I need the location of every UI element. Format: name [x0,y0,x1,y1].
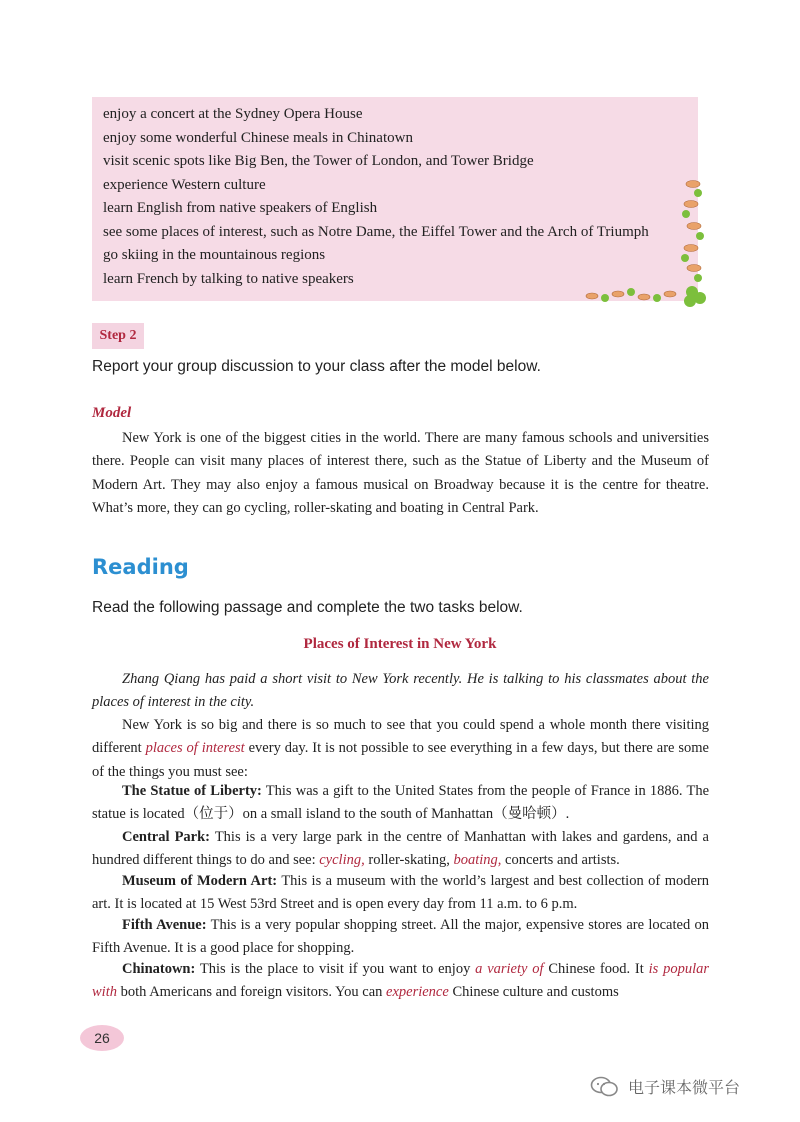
chinatown-paragraph: Chinatown: This is the place to visit if you want to enjoy a variety of Chinese food. It is popular with both Americans and foreign visitors. You can experience Chinese culture and customs [92,961,710,1001]
step-badge: Step 2 [92,323,144,349]
activity-item: learn English from native speakers of English [103,200,378,216]
key-phrase: is popular with [92,961,710,1001]
place-name: Chinatown: [122,961,196,977]
activity-list-box [92,97,698,301]
watermark-text: 电子课本微平台 [628,1078,741,1097]
place-name: Central Park: [122,829,211,845]
activity-item: see some places of interest, such as Notre Dame, the Eiffel Tower and the Arch of Triumph [103,223,649,240]
key-phrase: experience [386,984,449,1001]
place-name: The Statue of Liberty: [122,783,262,799]
wechat-icon [590,1076,620,1098]
clover-vine-decoration [676,178,710,288]
passage-paragraph-1: New York is so big and there is so much to see that you could spend a whole month there visiting different places of interest every day. It is not possible to see everything in a few days, but there are some of the things you must see: [92,717,709,780]
place-name: Museum of Modern Art: [122,873,278,889]
passage-title: Places of Interest in New York [303,636,497,652]
model-label: Model [92,405,132,421]
activity-item: go skiing in the mountainous regions [103,247,326,263]
place-name: Fifth Avenue: [122,917,207,933]
key-phrase: a variety of [475,961,544,977]
activity-item: learn French by talking to native speakers [103,270,354,287]
statue-of-liberty-paragraph: The Statue of Liberty: This was a gift to the United States from the people of France in 1886. The statue is located（位于）on a small island to the south of Manhattan（曼哈顿）. [92,783,709,823]
activity-list [92,97,698,291]
key-phrase: places of interest [145,740,245,757]
key-phrase: cycling, [319,852,365,869]
model-paragraph: New York is one of the biggest cities in the world. There are many famous schools and universities there. People can visit many places of interest there, such as the Statue of Liberty and the Museum of Modern Art. They may also enjoy a famous musical on Broadway because it is the centre for theatre. What’s more, they can go cycling, roller-skating and boating in Central Park. [92,430,709,516]
activity-item: enjoy some wonderful Chinese meals in Chinatown [103,129,413,146]
activity-item: visit scenic spots like Big Ben, the Tower of London, and Tower Bridge [103,153,534,169]
section-heading-reading: Reading [92,555,189,579]
fifth-avenue-paragraph: Fifth Avenue: This is a very popular shopping street. All the major, expensive stores are located on Fifth Avenue. It is a good place for shopping. [92,917,710,957]
moma-paragraph: Museum of Modern Art: This is a museum with the world’s largest and best collection of modern art. It is located at 15 West 53rd Street and is open every day from 11 a.m. to 6 p.m. [92,873,709,913]
central-park-paragraph: Central Park: This is a very large park in the centre of Manhattan with lakes and gardens, and a hundred different things to do and see: cycling, roller-skating, boating, concerts and artists. [92,829,709,869]
reading-instruction: Read the following passage and complete the two tasks below. [92,599,523,616]
step2-instruction: Report your group discussion to your class after the model below. [92,358,541,375]
watermark [590,1075,740,1098]
clover-vine-decoration [580,278,710,310]
passage-intro: Zhang Qiang has paid a short visit to New York recently. He is talking to his classmates about the places of interest in the city. [92,671,709,711]
page-number: 26 [80,1025,124,1051]
activity-item: experience Western culture [103,176,266,193]
activity-item: enjoy a concert at the Sydney Opera House [103,106,363,122]
key-phrase: boating, [453,852,502,869]
